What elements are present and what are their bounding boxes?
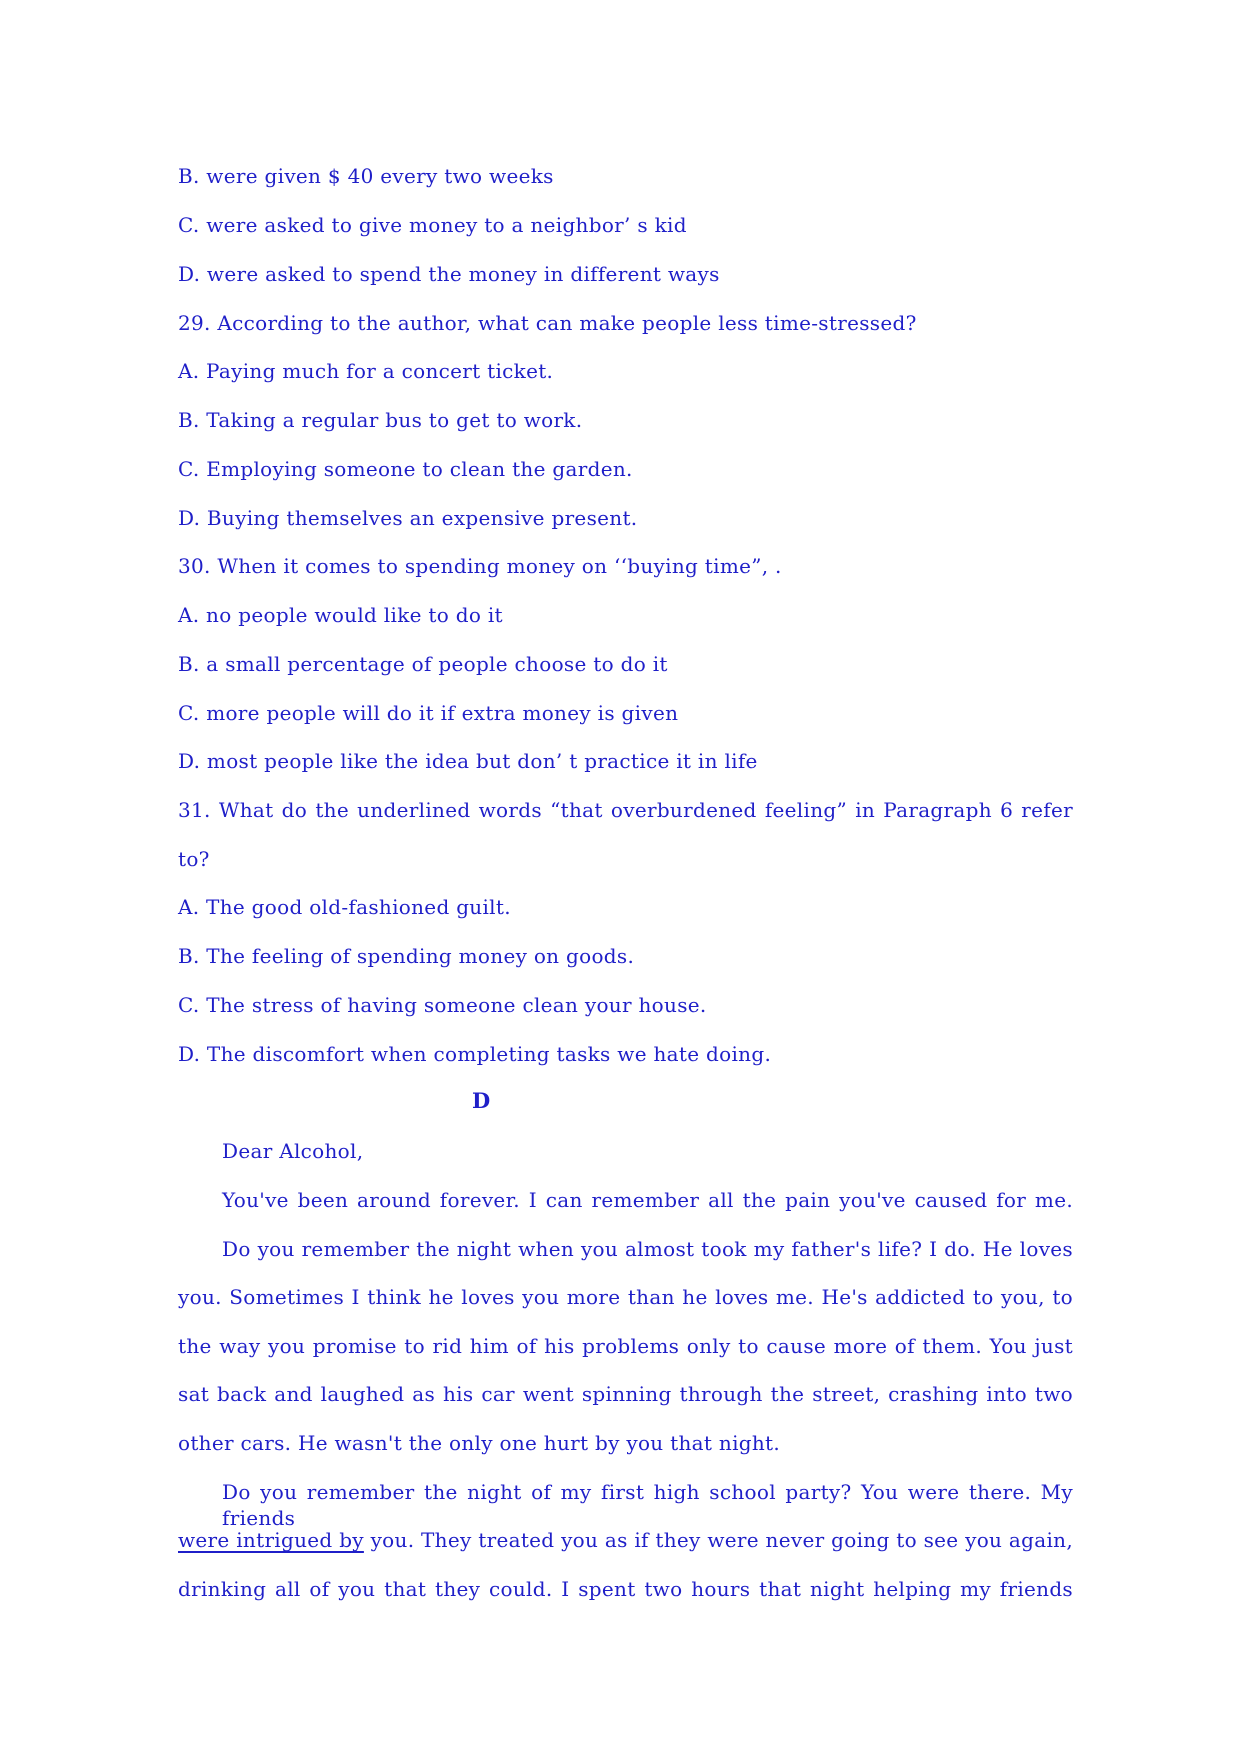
q31-option-c: C. The stress of having someone clean your house. bbox=[178, 993, 707, 1017]
paragraph-3-line-2-rest: you. They treated you as if they were never going to see you again, bbox=[363, 1528, 1073, 1552]
paragraph-3-line-3: drinking all of you that they could. I spent two hours that night helping my friends bbox=[178, 1577, 1073, 1601]
q29-option-a: A. Paying much for a concert ticket. bbox=[178, 359, 554, 383]
q30-option-a: A. no people would like to do it bbox=[178, 603, 503, 627]
q29-option-d: D. Buying themselves an expensive present. bbox=[178, 506, 638, 530]
underlined-phrase: were intrigued by bbox=[178, 1528, 364, 1552]
q30-option-d: D. most people like the idea but don’ t practice it in life bbox=[178, 749, 758, 773]
paragraph-1: You've been around forever. I can remember all the pain you've caused for me. bbox=[222, 1188, 1073, 1212]
letter-salutation: Dear Alcohol, bbox=[222, 1139, 364, 1163]
paragraph-2-line-3: the way you promise to rid him of his problems only to cause more of them. You just bbox=[178, 1334, 1073, 1358]
q30-option-b: B. a small percentage of people choose to do it bbox=[178, 652, 668, 676]
q31-option-d: D. The discomfort when completing tasks we hate doing. bbox=[178, 1042, 772, 1066]
q28-option-b: B. were given $ 40 every two weeks bbox=[178, 164, 554, 188]
paragraph-3-line-1: Do you remember the night of my first high school party? You were there. My friends bbox=[222, 1480, 1073, 1530]
q30-stem: 30. When it comes to spending money on ‘‘buying time”, . bbox=[178, 554, 782, 578]
q31-option-a: A. The good old-fashioned guilt. bbox=[178, 895, 511, 919]
q29-option-b: B. Taking a regular bus to get to work. bbox=[178, 408, 583, 432]
paragraph-2-line-4: sat back and laughed as his car went spinning through the street, crashing into two bbox=[178, 1382, 1073, 1406]
q30-option-c: C. more people will do it if extra money is given bbox=[178, 701, 679, 725]
paragraph-3-line-2 bbox=[178, 1527, 1073, 1553]
q29-option-c: C. Employing someone to clean the garden. bbox=[178, 457, 633, 481]
q31-stem-line-2: to? bbox=[178, 847, 210, 871]
q28-option-d: D. were asked to spend the money in different ways bbox=[178, 262, 720, 286]
paragraph-2-line-1: Do you remember the night when you almost took my father's life? I do. He loves bbox=[222, 1237, 1073, 1261]
q28-option-c: C. were asked to give money to a neighbor’ s kid bbox=[178, 213, 687, 237]
q31-stem-line-1: 31. What do the underlined words “that overburdened feeling” in Paragraph 6 refer bbox=[178, 798, 1073, 822]
q29-stem: 29. According to the author, what can make people less time-stressed? bbox=[178, 311, 917, 335]
paragraph-2-line-2: you. Sometimes I think he loves you more than he loves me. He's addicted to you, to bbox=[178, 1285, 1073, 1309]
paragraph-2-line-5: other cars. He wasn't the only one hurt by you that night. bbox=[178, 1431, 781, 1455]
q31-option-b: B. The feeling of spending money on goods. bbox=[178, 944, 635, 968]
section-heading-d: D bbox=[472, 1088, 491, 1113]
